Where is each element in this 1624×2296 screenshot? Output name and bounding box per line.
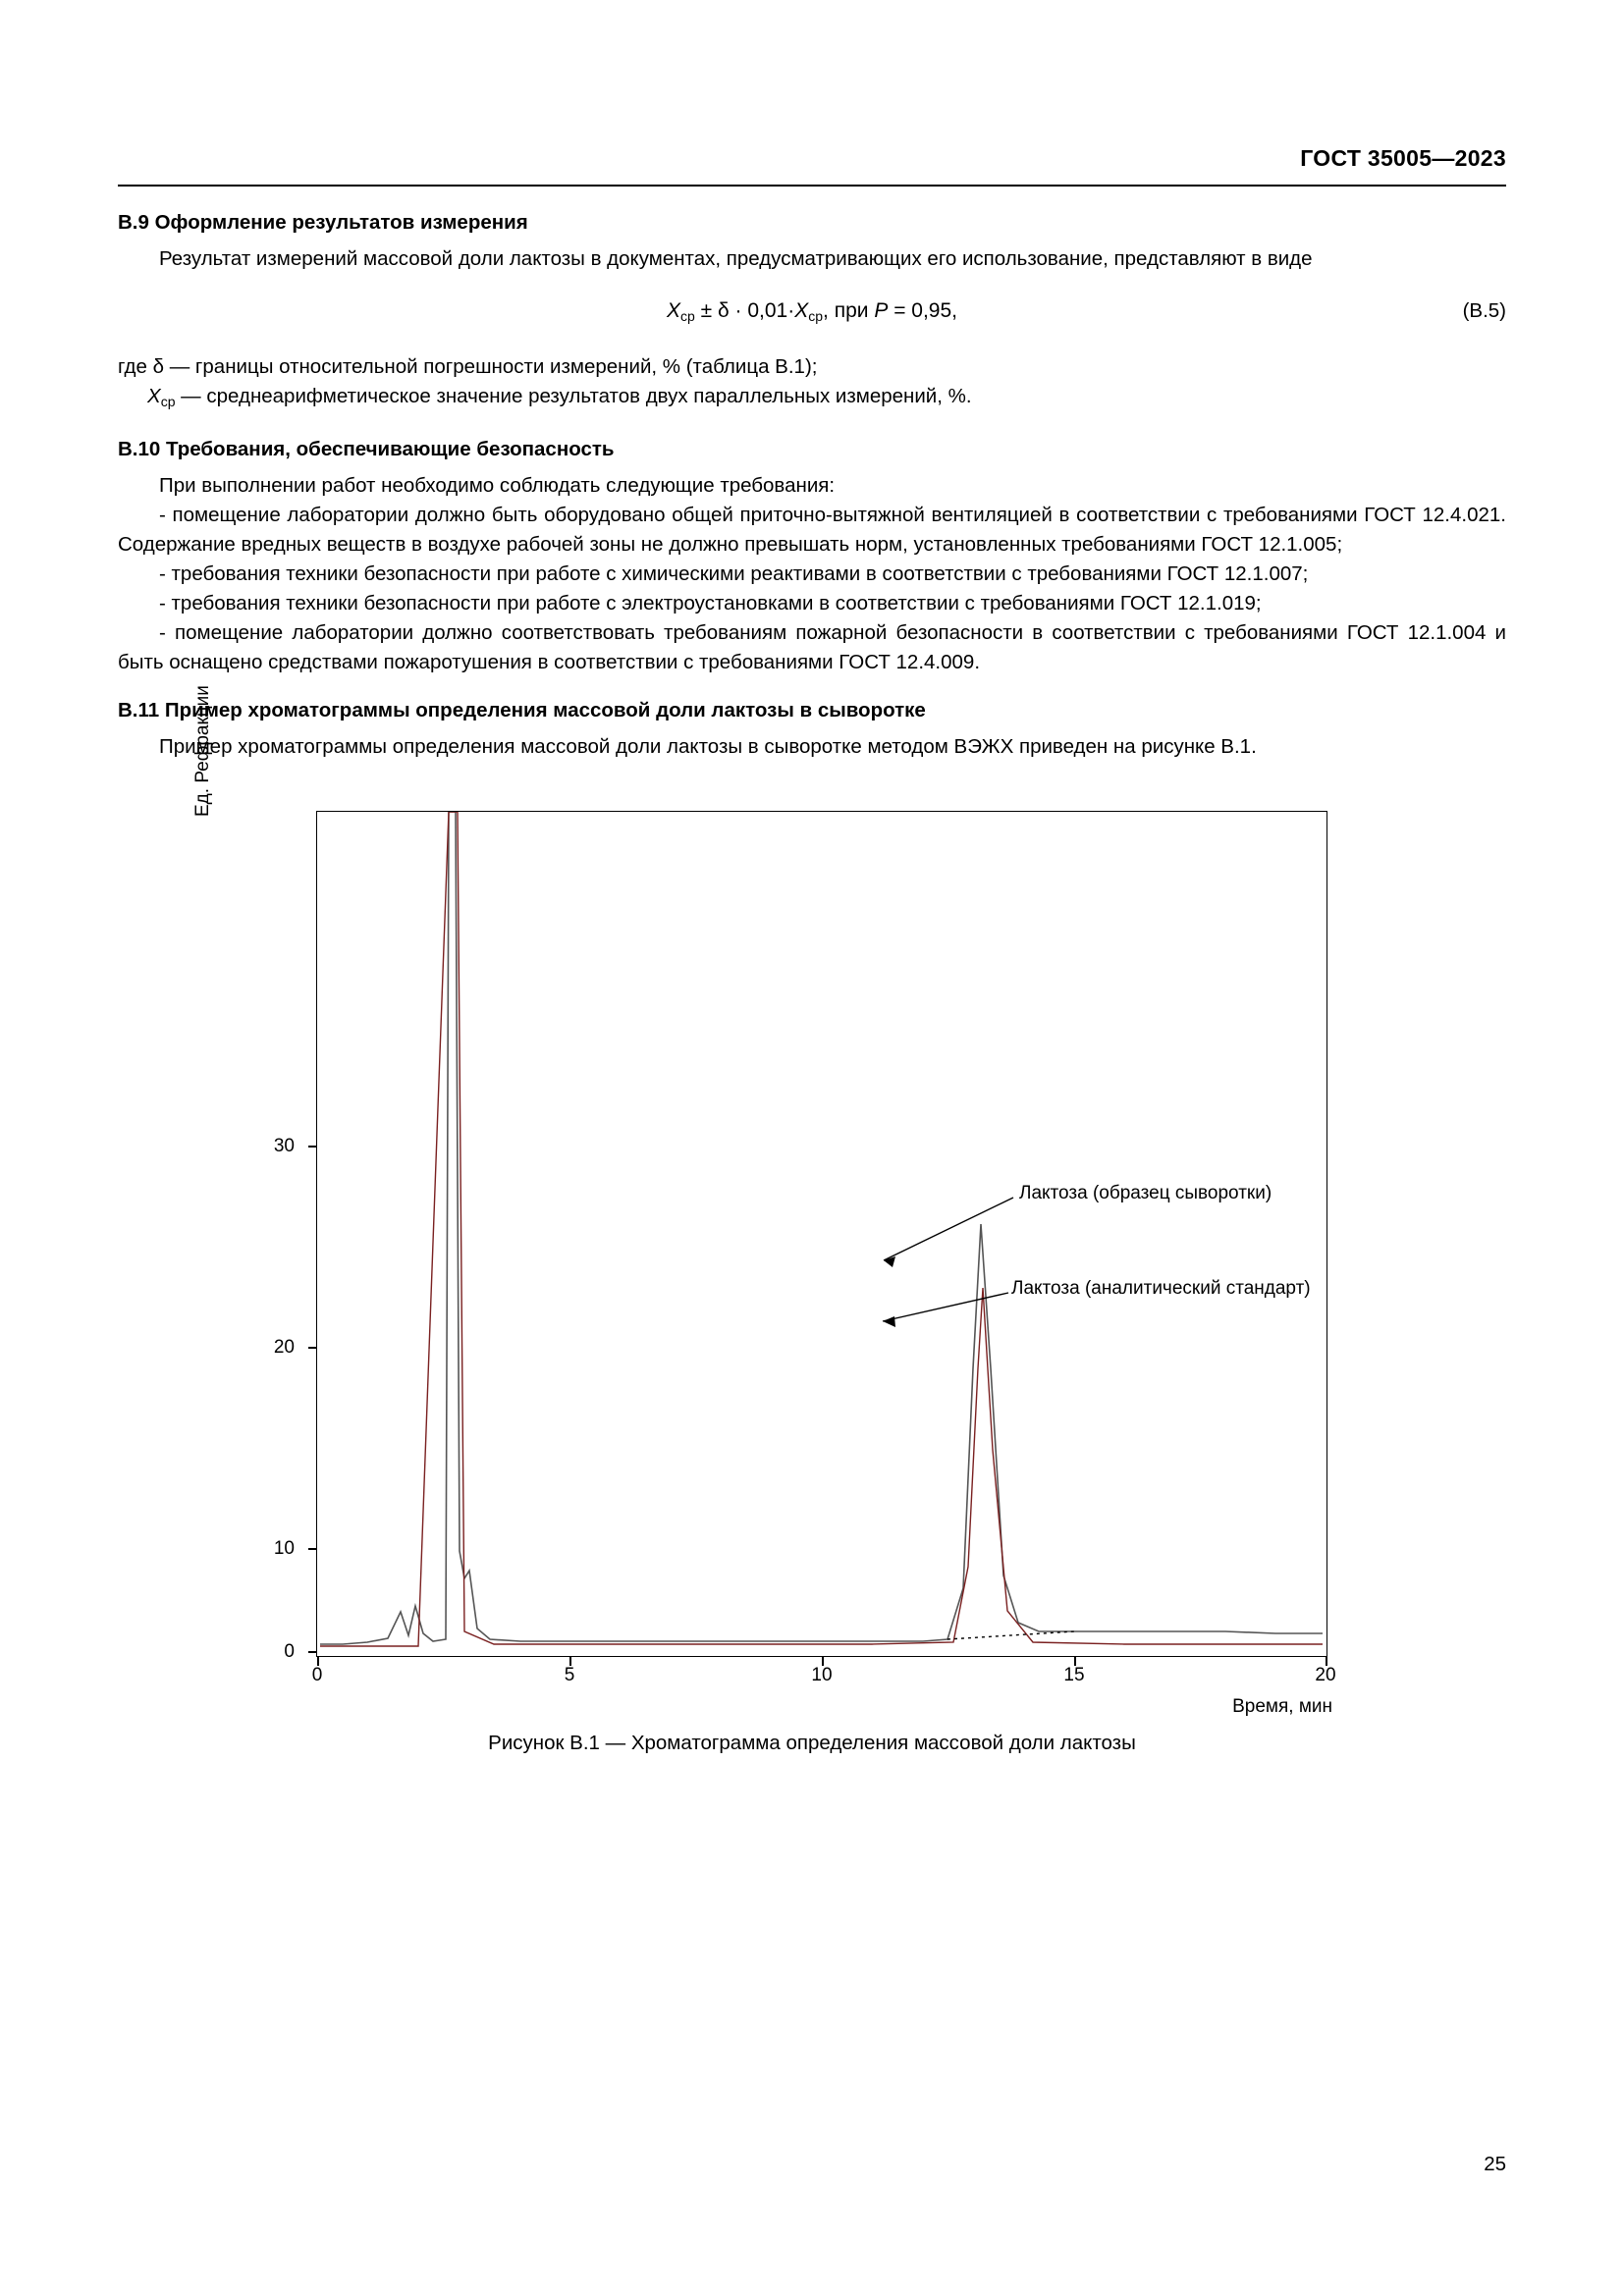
formula-number: (В.5) <box>1462 299 1506 322</box>
paragraph-b11-1: Пример хроматограммы определения массовой доли лактозы в сыворотке методом ВЭЖХ приведен на рисунке В.1. <box>159 735 1257 758</box>
where-text: — среднеарифметическое значение результатов двух параллельных измерений, %. <box>175 385 972 407</box>
page-number: 25 <box>1484 2153 1506 2175</box>
header-divider <box>118 185 1506 187</box>
x-tick-label-20: 20 <box>1315 1665 1336 1685</box>
formula-where-line-1: где δ — границы относительной погрешности измерений, % (таблица В.1); <box>118 355 818 378</box>
formula-var-x: X <box>667 299 681 322</box>
paragraph-b10-2: - помещение лаборатории должно быть оборудовано общей приточно-вытяжной вентиляцией в соответствии с требованиями ГОСТ 12.4.021. Содержание вредных веществ в воздухе рабочей зоны не должно превышать норм, установленных требованиями ГОСТ 12.1.005; <box>118 504 1506 556</box>
formula-var-x2: X <box>794 299 809 322</box>
chart-plot-area <box>316 811 1327 1657</box>
paragraph-b10-5: - помещение лаборатории должно соответствовать требованиям пожарной безопасности в соответствии с требованиями ГОСТ 12.1.004 и быть оснащено средствами пожаротушения в соответствии с требованиями ГОСТ 12.4.009. <box>118 621 1506 673</box>
y-tick-label-20: 20 <box>273 1337 295 1358</box>
annotation-label-standard: Лактоза (аналитический стандарт) <box>1011 1278 1311 1299</box>
formula-p-value: = 0,95, <box>888 299 957 322</box>
page-content <box>118 211 1506 1754</box>
formula-var-p: P <box>874 299 889 322</box>
page-header-standard-number: ГОСТ 35005—2023 <box>1300 145 1506 171</box>
formula-b5 <box>118 299 1506 333</box>
paragraph-b10-4: - требования техники безопасности при работе с электроустановками в соответствии с требованиями ГОСТ 12.1.019; <box>159 592 1262 614</box>
formula-where-line-2 <box>118 382 1506 416</box>
heading-b11: В.11 Пример хроматограммы определения массовой доли лактозы в сыворотке <box>118 699 926 721</box>
paragraph-b9-1: Результат измерений массовой доли лактозы в документах, предусматривающих его использование, представляют в виде <box>159 247 1313 270</box>
heading-b9: В.9 Оформление результатов измерения <box>118 211 528 234</box>
where-var-x: X <box>147 385 161 407</box>
formula-var-x-sub: ср <box>680 308 695 324</box>
x-tick-label-5: 5 <box>564 1665 575 1685</box>
chart-y-axis-label: Ед. Рефракции <box>192 685 213 817</box>
baseline-integration-line <box>947 1631 1074 1639</box>
x-tick-label-10: 10 <box>811 1665 833 1685</box>
trace-sample <box>320 812 1323 1644</box>
x-tick-label-0: 0 <box>311 1665 323 1685</box>
paragraph-b10-3: - требования техники безопасности при работе с химическими реактивами в соответствии с требованиями ГОСТ 12.1.007; <box>159 562 1309 585</box>
heading-b10: В.10 Требования, обеспечивающие безопасность <box>118 438 615 460</box>
where-var-x-sub: ср <box>160 394 176 409</box>
y-tick-label-10: 10 <box>273 1538 295 1559</box>
y-tick-label-0: 0 <box>284 1641 295 1662</box>
annotation-label-sample: Лактоза (образец сыворотки) <box>1019 1183 1272 1203</box>
formula-tail: , при <box>823 299 875 322</box>
x-tick-label-15: 15 <box>1063 1665 1085 1685</box>
formula-var-x2-sub: ср <box>808 308 824 324</box>
formula-mid: ± δ · 0,01· <box>694 299 795 322</box>
y-tick-label-30: 30 <box>273 1136 295 1156</box>
paragraph-b10-1: При выполнении работ необходимо соблюдать следующие требования: <box>159 474 836 497</box>
figure-caption: Рисунок В.1 — Хроматограмма определения массовой доли лактозы <box>488 1732 1136 1754</box>
formula-expression <box>118 299 1506 324</box>
trace-standard <box>320 812 1323 1646</box>
chart-x-axis-label: Время, мин <box>1232 1696 1332 1717</box>
chromatogram-traces <box>317 812 1326 1655</box>
